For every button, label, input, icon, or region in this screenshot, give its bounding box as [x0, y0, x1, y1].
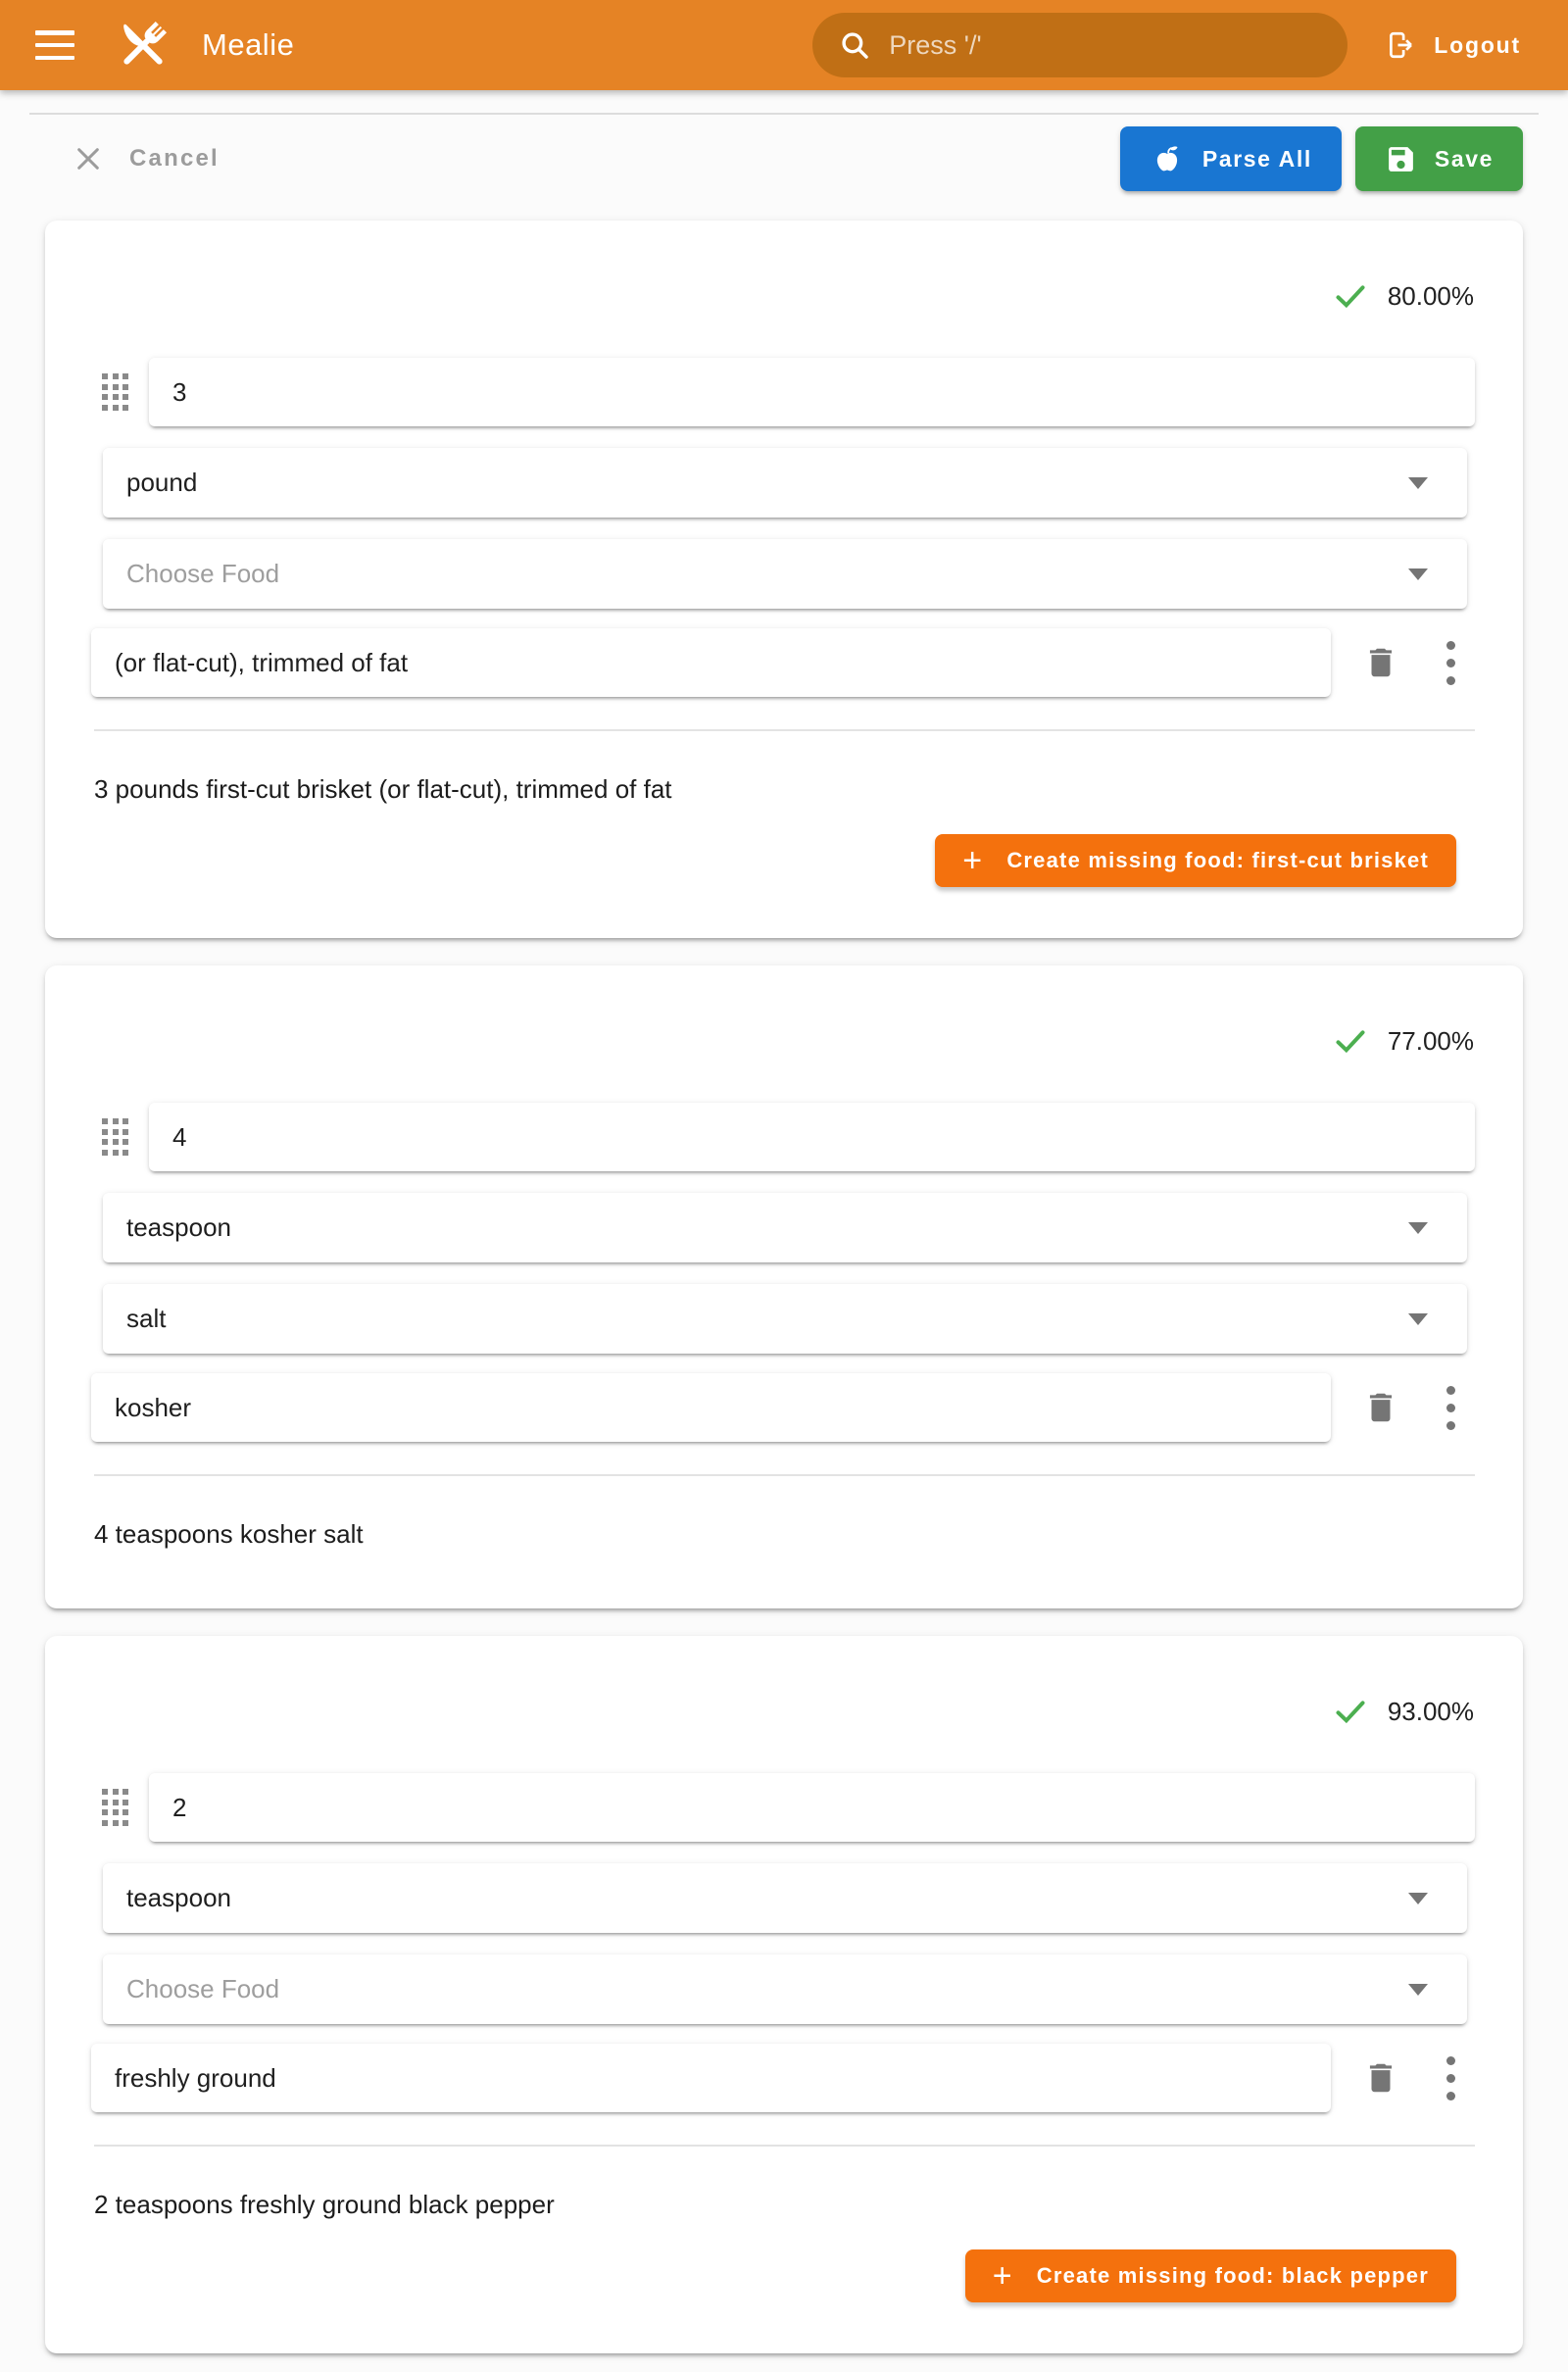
menu-icon[interactable]	[35, 30, 74, 60]
card-divider	[94, 2145, 1475, 2147]
food-placeholder: Choose Food	[126, 559, 280, 588]
unit-select[interactable]	[103, 1193, 1467, 1262]
note-input[interactable]	[91, 628, 1331, 697]
unit-select[interactable]	[103, 448, 1467, 518]
food-value: salt	[126, 1304, 167, 1333]
ingredient-card	[45, 965, 1523, 1608]
chevron-down-icon	[1408, 1893, 1428, 1904]
check-icon	[1331, 1692, 1370, 1731]
quantity-input[interactable]	[149, 1103, 1475, 1171]
parse-all-label: Parse All	[1201, 145, 1312, 172]
original-ingredient-text: 3 pounds first-cut brisket (or flat-cut), trimmed of fat	[94, 774, 672, 804]
confidence-row	[45, 1020, 1523, 1062]
ingredient-card	[45, 1636, 1523, 2353]
create-missing-food-button[interactable]: + Create missing food: black pepper	[965, 2249, 1456, 2302]
app-bar	[0, 0, 1568, 90]
unit-value: pound	[126, 468, 198, 497]
drag-handle-icon[interactable]	[102, 1118, 129, 1156]
confidence-value: 77.00%	[1387, 1025, 1474, 1056]
unit-value: teaspoon	[126, 1212, 231, 1242]
trash-icon	[1362, 1389, 1399, 1426]
trash-icon	[1362, 644, 1399, 681]
food-select[interactable]	[103, 1284, 1467, 1354]
note-input[interactable]	[91, 1373, 1331, 1442]
logout-label: Logout	[1434, 31, 1521, 58]
food-select[interactable]	[103, 1954, 1467, 2024]
confidence-row	[45, 275, 1523, 317]
confidence-value: 80.00%	[1387, 280, 1474, 311]
chevron-down-icon	[1408, 568, 1428, 580]
save-icon	[1385, 143, 1417, 175]
confidence-row	[45, 1691, 1523, 1732]
apple-icon	[1150, 141, 1185, 176]
mealie-logo-icon	[112, 14, 174, 76]
search-placeholder: Press '/'	[889, 29, 982, 60]
editor-toolbar	[45, 126, 1523, 191]
create-missing-food-button[interactable]: + Create missing food: first-cut brisket	[935, 834, 1456, 887]
check-icon	[1331, 276, 1370, 316]
cancel-button[interactable]	[73, 143, 220, 174]
confidence-value: 93.00%	[1387, 1696, 1474, 1726]
delete-button[interactable]	[1354, 635, 1407, 690]
kebab-icon	[1446, 1386, 1455, 1430]
kebab-icon	[1446, 641, 1455, 685]
card-divider	[94, 1474, 1475, 1476]
original-ingredient-text: 2 teaspoons freshly ground black pepper	[94, 2190, 555, 2219]
app-title: Mealie	[202, 27, 295, 62]
note-input[interactable]	[91, 2044, 1331, 2112]
ingredient-card	[45, 221, 1523, 938]
search-icon	[838, 28, 871, 62]
drag-handle-icon[interactable]	[102, 373, 129, 411]
parse-all-button[interactable]	[1120, 126, 1342, 191]
cancel-label: Cancel	[129, 145, 220, 172]
search-input[interactable]	[812, 13, 1348, 77]
unit-select[interactable]	[103, 1863, 1467, 1933]
chevron-down-icon	[1408, 1984, 1428, 1996]
logout-icon	[1385, 28, 1418, 62]
chevron-down-icon	[1408, 1222, 1428, 1234]
kebab-icon	[1446, 2056, 1455, 2100]
check-icon	[1331, 1021, 1370, 1061]
delete-button[interactable]	[1354, 2051, 1407, 2105]
original-ingredient-text: 4 teaspoons kosher salt	[94, 1519, 364, 1549]
save-button[interactable]	[1355, 126, 1523, 191]
more-options-button[interactable]	[1427, 635, 1475, 690]
chevron-down-icon	[1408, 1313, 1428, 1325]
chevron-down-icon	[1408, 477, 1428, 489]
trash-icon	[1362, 2059, 1399, 2097]
quantity-input[interactable]	[149, 358, 1475, 426]
create-missing-food-label: Create missing food: black pepper	[1036, 2263, 1429, 2288]
delete-button[interactable]	[1354, 1380, 1407, 1435]
logout-button[interactable]	[1385, 28, 1521, 62]
drag-handle-icon[interactable]	[102, 1789, 129, 1826]
close-icon	[73, 143, 104, 174]
card-divider	[94, 729, 1475, 731]
food-select[interactable]	[103, 539, 1467, 609]
quantity-input[interactable]	[149, 1773, 1475, 1842]
more-options-button[interactable]	[1427, 2051, 1475, 2105]
create-missing-food-label: Create missing food: first-cut brisket	[1006, 848, 1429, 872]
save-label: Save	[1434, 145, 1494, 172]
more-options-button[interactable]	[1427, 1380, 1475, 1435]
header-divider	[29, 113, 1539, 115]
food-placeholder: Choose Food	[126, 1974, 280, 2003]
unit-value: teaspoon	[126, 1883, 231, 1912]
